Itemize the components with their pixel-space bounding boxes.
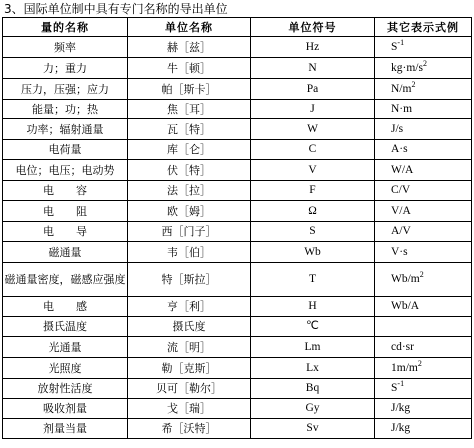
cell-other-expression xyxy=(375,100,472,119)
cell-other-expression xyxy=(375,140,472,160)
expression-exponent: 2 xyxy=(417,358,422,368)
cell-unit-symbol: V xyxy=(251,160,375,181)
expression-text: W/A xyxy=(391,163,414,176)
cell-unit-name: 伏［特］ xyxy=(128,160,251,181)
cell-unit-symbol: Sv xyxy=(251,419,375,439)
cell-quantity-name: 剂量当量 xyxy=(3,419,128,439)
derived-units-table xyxy=(2,17,472,439)
cell-unit-symbol: ℃ xyxy=(251,317,375,337)
cell-quantity-name: 电 容 xyxy=(3,181,128,201)
table-row xyxy=(3,399,472,419)
expression-text: V·s xyxy=(391,245,408,258)
cell-quantity-name: 吸收剂量 xyxy=(3,399,128,419)
table-row xyxy=(3,119,472,140)
cell-unit-symbol: T xyxy=(251,263,375,297)
expression-text: 1m/m xyxy=(391,361,418,374)
cell-other-expression xyxy=(375,263,472,297)
cell-other-expression xyxy=(375,379,472,399)
cell-quantity-name: 电 阻 xyxy=(3,201,128,222)
cell-quantity-name: 磁通量密度，磁感应强度 xyxy=(3,263,128,297)
expression-text: N/m xyxy=(391,82,412,95)
expression-text: J/kg xyxy=(391,422,411,434)
cell-unit-name: 瓦［特］ xyxy=(128,119,251,140)
cell-quantity-name: 频率 xyxy=(3,37,128,58)
expression-exponent: 2 xyxy=(422,58,427,68)
cell-other-expression xyxy=(375,337,472,358)
cell-other-expression xyxy=(375,37,472,58)
cell-other-expression xyxy=(375,419,472,439)
table-row xyxy=(3,140,472,160)
cell-quantity-name: 压力，压强；应力 xyxy=(3,79,128,100)
cell-quantity-name: 电 感 xyxy=(3,297,128,317)
cell-unit-name: 流［明］ xyxy=(128,337,251,358)
cell-unit-symbol: C xyxy=(251,140,375,160)
cell-unit-name: 贝可［勒尔］ xyxy=(128,379,251,399)
cell-quantity-name: 能量；功；热 xyxy=(3,100,128,119)
cell-unit-name: 希［沃特］ xyxy=(128,419,251,439)
table-header-row xyxy=(3,18,472,37)
cell-unit-name: 赫［兹］ xyxy=(128,37,251,58)
cell-unit-symbol: Bq xyxy=(251,379,375,399)
table-row xyxy=(3,419,472,439)
cell-unit-name: 欧［姆］ xyxy=(128,201,251,222)
cell-unit-symbol: Pa xyxy=(251,79,375,100)
cell-unit-name: 特［斯拉］ xyxy=(128,263,251,297)
table-row xyxy=(3,201,472,222)
cell-unit-name: 牛［顿］ xyxy=(128,58,251,79)
expression-text: J/s xyxy=(391,122,404,135)
table-row xyxy=(3,263,472,297)
expression-text: V/A xyxy=(391,204,411,217)
cell-other-expression xyxy=(375,160,472,181)
table-row xyxy=(3,242,472,263)
cell-unit-name: 西［门子］ xyxy=(128,222,251,242)
cell-unit-name: 戈［瑞］ xyxy=(128,399,251,419)
cell-unit-name: 库［仑］ xyxy=(128,140,251,160)
cell-other-expression xyxy=(375,181,472,201)
header-unit-symbol: 单位符号 xyxy=(251,18,375,37)
cell-quantity-name: 摄氏温度 xyxy=(3,317,128,337)
cell-other-expression xyxy=(375,58,472,79)
cell-unit-symbol: Gy xyxy=(251,399,375,419)
cell-unit-symbol: Lm xyxy=(251,337,375,358)
cell-unit-symbol: Ω xyxy=(251,201,375,222)
cell-other-expression xyxy=(375,242,472,263)
expression-text: A·s xyxy=(391,143,408,155)
cell-other-expression xyxy=(375,317,472,337)
cell-unit-name: 帕［斯卡］ xyxy=(128,79,251,100)
cell-unit-name: 摄氏度 xyxy=(128,317,251,337)
expression-text: cd·sr xyxy=(391,340,414,353)
cell-unit-name: 亨［利］ xyxy=(128,297,251,317)
cell-other-expression xyxy=(375,79,472,100)
table-row xyxy=(3,37,472,58)
cell-quantity-name: 放射性活度 xyxy=(3,379,128,399)
cell-unit-name: 韦［伯］ xyxy=(128,242,251,263)
cell-unit-symbol: Hz xyxy=(251,37,375,58)
table-row xyxy=(3,181,472,201)
header-other-expression: 其它表示式例 xyxy=(375,18,472,37)
page-title: 3、国际单位制中具有专门名称的导出单位 xyxy=(4,2,228,16)
header-unit-name: 单位名称 xyxy=(128,18,251,37)
expression-text: N·m xyxy=(391,102,413,115)
table-row xyxy=(3,317,472,337)
header-quantity-name: 量的名称 xyxy=(3,18,128,37)
table-row xyxy=(3,79,472,100)
cell-other-expression xyxy=(375,201,472,222)
table-row xyxy=(3,337,472,358)
table-row xyxy=(3,100,472,119)
expression-text: kg·m/s xyxy=(391,61,423,74)
expression-exponent: -1 xyxy=(397,37,405,47)
cell-unit-symbol: F xyxy=(251,181,375,201)
cell-other-expression xyxy=(375,399,472,419)
cell-unit-symbol: N xyxy=(251,58,375,79)
cell-quantity-name: 光照度 xyxy=(3,358,128,379)
expression-exponent: -1 xyxy=(397,379,405,388)
cell-unit-symbol: W xyxy=(251,119,375,140)
expression-text: S xyxy=(391,40,398,53)
cell-unit-symbol: Lx xyxy=(251,358,375,379)
cell-other-expression xyxy=(375,222,472,242)
cell-quantity-name: 电位；电压；电动势 xyxy=(3,160,128,181)
cell-quantity-name: 磁通量 xyxy=(3,242,128,263)
cell-quantity-name: 电 导 xyxy=(3,222,128,242)
cell-other-expression xyxy=(375,358,472,379)
cell-other-expression xyxy=(375,119,472,140)
cell-unit-symbol: H xyxy=(251,297,375,317)
cell-quantity-name: 力；重力 xyxy=(3,58,128,79)
cell-unit-name: 勒［克斯］ xyxy=(128,358,251,379)
cell-unit-symbol: J xyxy=(251,100,375,119)
cell-other-expression xyxy=(375,297,472,317)
cell-unit-symbol: Wb xyxy=(251,242,375,263)
table-row xyxy=(3,379,472,399)
cell-quantity-name: 电荷量 xyxy=(3,140,128,160)
expression-text: A/V xyxy=(391,225,411,237)
cell-unit-name: 法［拉］ xyxy=(128,181,251,201)
table-row xyxy=(3,222,472,242)
expression-exponent: 2 xyxy=(411,79,416,89)
expression-text: S xyxy=(391,382,398,394)
expression-exponent: 2 xyxy=(419,270,424,279)
cell-quantity-name: 功率；辐射通量 xyxy=(3,119,128,140)
cell-quantity-name: 光通量 xyxy=(3,337,128,358)
table-row xyxy=(3,297,472,317)
table-row xyxy=(3,160,472,181)
table-row xyxy=(3,358,472,379)
cell-unit-name: 焦［耳］ xyxy=(128,100,251,119)
table-row xyxy=(3,58,472,79)
expression-text: Wb/m xyxy=(391,273,420,285)
expression-text: C/V xyxy=(391,184,411,196)
cell-unit-symbol: S xyxy=(251,222,375,242)
expression-text: Wb/A xyxy=(391,300,420,312)
expression-text: J/kg xyxy=(391,402,411,414)
